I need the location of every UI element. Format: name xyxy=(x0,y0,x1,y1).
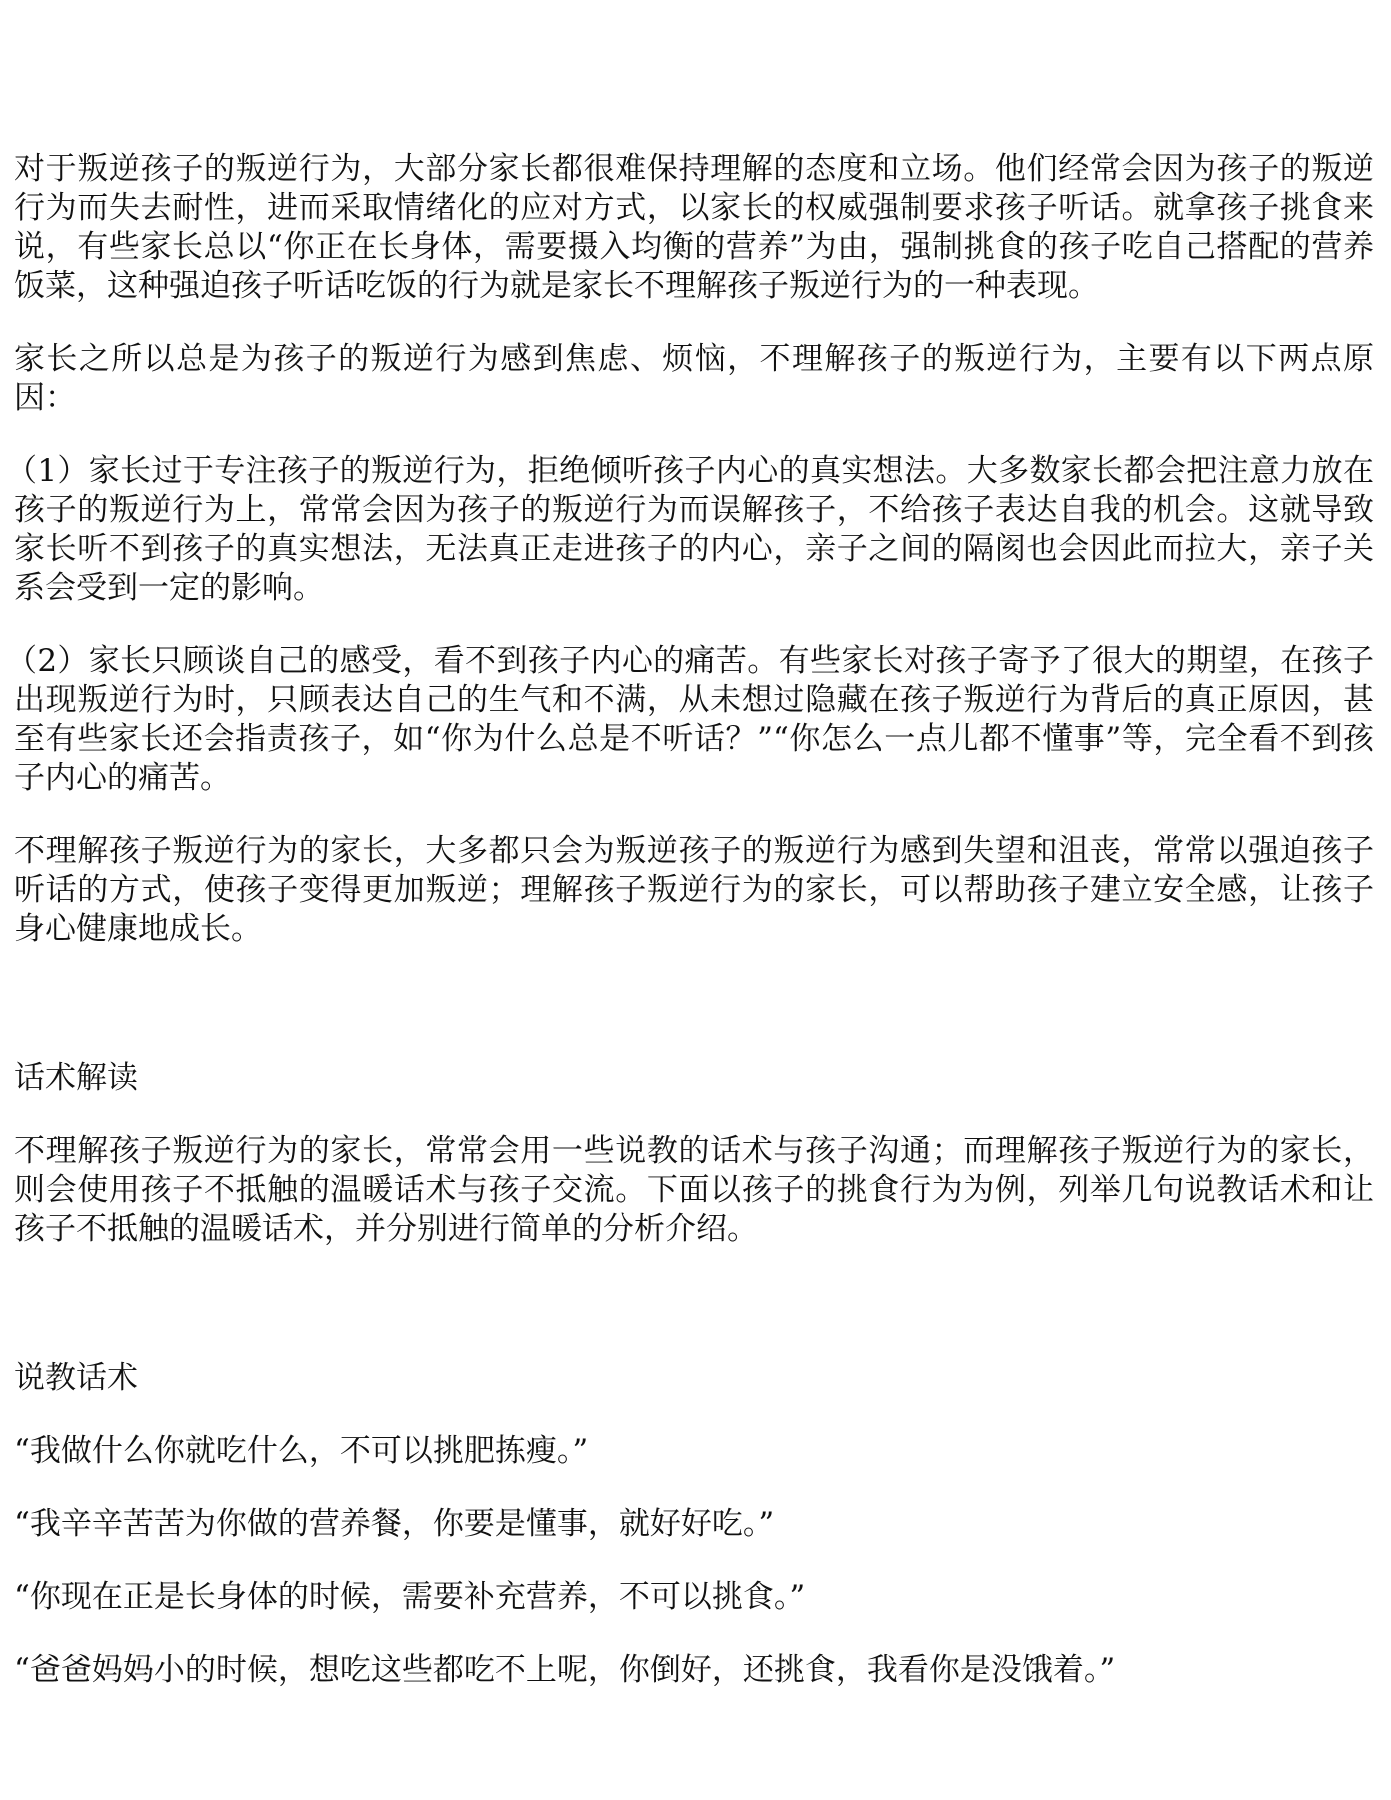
lecturing-quote-1: “我做什么你就吃什么，不可以挑肥拣瘦。” xyxy=(14,1433,589,1469)
conclusion-paragraph: 不理解孩子叛逆行为的家长，大多都只会为叛逆孩子的叛逆行为感到失望和沮丧，常常以强迫孩子听话的方式，使孩子变得更加叛逆；理解孩子叛逆行为的家长，可以帮助孩子建立安全感，让孩子身心健康地成长。 xyxy=(14,833,1374,947)
section-title-lecturing-scripts: 说教话术 xyxy=(14,1360,138,1396)
lecturing-quote-3: “你现在正是长身体的时候，需要补充营养，不可以挑食。” xyxy=(14,1579,806,1615)
reason-paragraph-1: （1）家长过于专注孩子的叛逆行为，拒绝倾听孩子内心的真实想法。大多数家长都会把注意力放在孩子的叛逆行为上，常常会因为孩子的叛逆行为而误解孩子，不给孩子表达自我的机会。这就导致家长听不到孩子的真实想法，无法真正走进孩子的内心，亲子之间的隔阂也会因此而拉大，亲子关系会受到一定的影响。 xyxy=(6,453,1374,606)
intro-paragraph-1: 对于叛逆孩子的叛逆行为，大部分家长都很难保持理解的态度和立场。他们经常会因为孩子的叛逆行为而失去耐性，进而采取情绪化的应对方式，以家长的权威强制要求孩子听话。就拿孩子挑食来说，有些家长总以“你正在长身体，需要摄入均衡的营养”为由，强制挑食的孩子吃自己搭配的营养饭菜，这种强迫孩子听话吃饭的行为就是家长不理解孩子叛逆行为的一种表现。 xyxy=(14,151,1374,304)
section-title-script-interpretation: 话术解读 xyxy=(14,1060,138,1096)
section-body-script-interpretation: 不理解孩子叛逆行为的家长，常常会用一些说教的话术与孩子沟通；而理解孩子叛逆行为的家长，则会使用孩子不抵触的温暖话术与孩子交流。下面以孩子的挑食行为为例，列举几句说教话术和让孩子不抵触的温暖话术，并分别进行简单的分析介绍。 xyxy=(14,1133,1374,1247)
lecturing-quote-2: “我辛辛苦苦为你做的营养餐，你要是懂事，就好好吃。” xyxy=(14,1506,775,1542)
intro-paragraph-2: 家长之所以总是为孩子的叛逆行为感到焦虑、烦恼，不理解孩子的叛逆行为，主要有以下两点原因： xyxy=(14,341,1374,416)
document-page xyxy=(6,150,1374,1724)
reason-paragraph-2: （2）家长只顾谈自己的感受，看不到孩子内心的痛苦。有些家长对孩子寄予了很大的期望，在孩子出现叛逆行为时，只顾表达自己的生气和不满，从未想过隐藏在孩子叛逆行为背后的真正原因，甚至有些家长还会指责孩子，如“你为什么总是不听话？”“你怎么一点儿都不懂事”等，完全看不到孩子内心的痛苦。 xyxy=(6,643,1374,796)
lecturing-quote-4: “爸爸妈妈小的时候，想吃这些都吃不上呢，你倒好，还挑食，我看你是没饿着。” xyxy=(14,1652,1116,1688)
